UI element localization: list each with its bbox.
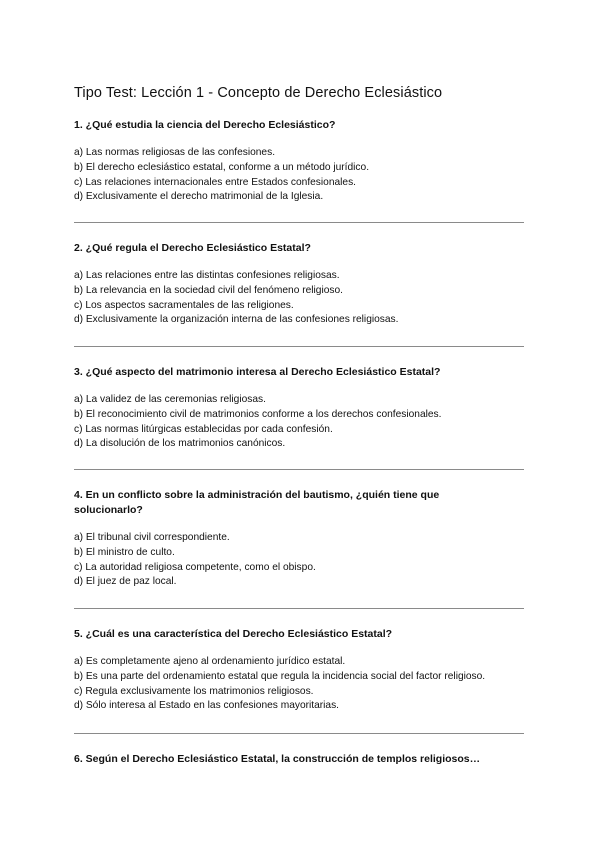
question-6 <box>74 752 534 780</box>
option-c: c) La autoridad religiosa competente, como el obispo. <box>74 561 316 573</box>
question-2 <box>74 241 534 328</box>
question-4 <box>74 488 534 590</box>
divider <box>74 608 524 609</box>
question-text: 2. ¿Qué regula el Derecho Eclesiástico Estatal? <box>74 242 311 254</box>
option-c: c) Las normas litúrgicas establecidas por cada confesión. <box>74 423 333 435</box>
question-text: 3. ¿Qué aspecto del matrimonio interesa al Derecho Eclesiástico Estatal? <box>74 366 441 378</box>
option-a: a) Las relaciones entre las distintas confesiones religiosas. <box>74 270 340 281</box>
question-text: 1. ¿Qué estudia la ciencia del Derecho Eclesiástico? <box>74 119 336 131</box>
option-b: b) El ministro de culto. <box>74 546 175 558</box>
option-c: c) Las relaciones internacionales entre Estados confesionales. <box>74 176 357 188</box>
option-b: b) La relevancia en la sociedad civil del fenómeno religioso. <box>74 284 343 296</box>
option-d: d) Exclusivamente el derecho matrimonial de la Iglesia. <box>74 191 324 203</box>
option-b: b) Es una parte del ordenamiento estatal que regula la incidencia social del factor religioso. <box>74 670 486 682</box>
question-3 <box>74 365 534 452</box>
question-1 <box>74 118 534 205</box>
question-text: 4. En un conflicto sobre la administración del bautismo, ¿quién tiene que solucionarlo? <box>74 489 440 516</box>
option-d: d) Sólo interesa al Estado en las confesiones mayoritarias. <box>74 700 340 712</box>
question-text: 6. Según el Derecho Eclesiástico Estatal, la construcción de templos religiosos… <box>74 753 481 765</box>
option-a: a) La validez de las ceremonias religiosas. <box>74 394 266 405</box>
question-text: 5. ¿Cuál es una característica del Derecho Eclesiástico Estatal? <box>74 628 393 640</box>
page-title: Tipo Test: Lección 1 - Concepto de Derecho Eclesiástico <box>74 85 443 101</box>
divider <box>74 222 524 223</box>
question-5 <box>74 627 534 714</box>
option-a: a) Las normas religiosas de las confesiones. <box>74 147 276 158</box>
option-a: a) El tribunal civil correspondiente. <box>74 532 230 543</box>
option-b: b) El derecho eclesiástico estatal, conforme a un método jurídico. <box>74 161 370 173</box>
divider <box>74 733 524 734</box>
option-c: c) Los aspectos sacramentales de las religiones. <box>74 299 294 311</box>
divider <box>74 346 524 347</box>
option-c: c) Regula exclusivamente los matrimonios religiosos. <box>74 685 314 697</box>
option-b: b) El reconocimiento civil de matrimonios conforme a los derechos confesionales. <box>74 408 442 420</box>
option-d: d) El juez de paz local. <box>74 576 177 588</box>
option-a: a) Es completamente ajeno al ordenamiento jurídico estatal. <box>74 656 346 667</box>
option-d: d) La disolución de los matrimonios canónicos. <box>74 438 286 450</box>
divider <box>74 469 524 470</box>
option-d: d) Exclusivamente la organización interna de las confesiones religiosas. <box>74 314 399 326</box>
